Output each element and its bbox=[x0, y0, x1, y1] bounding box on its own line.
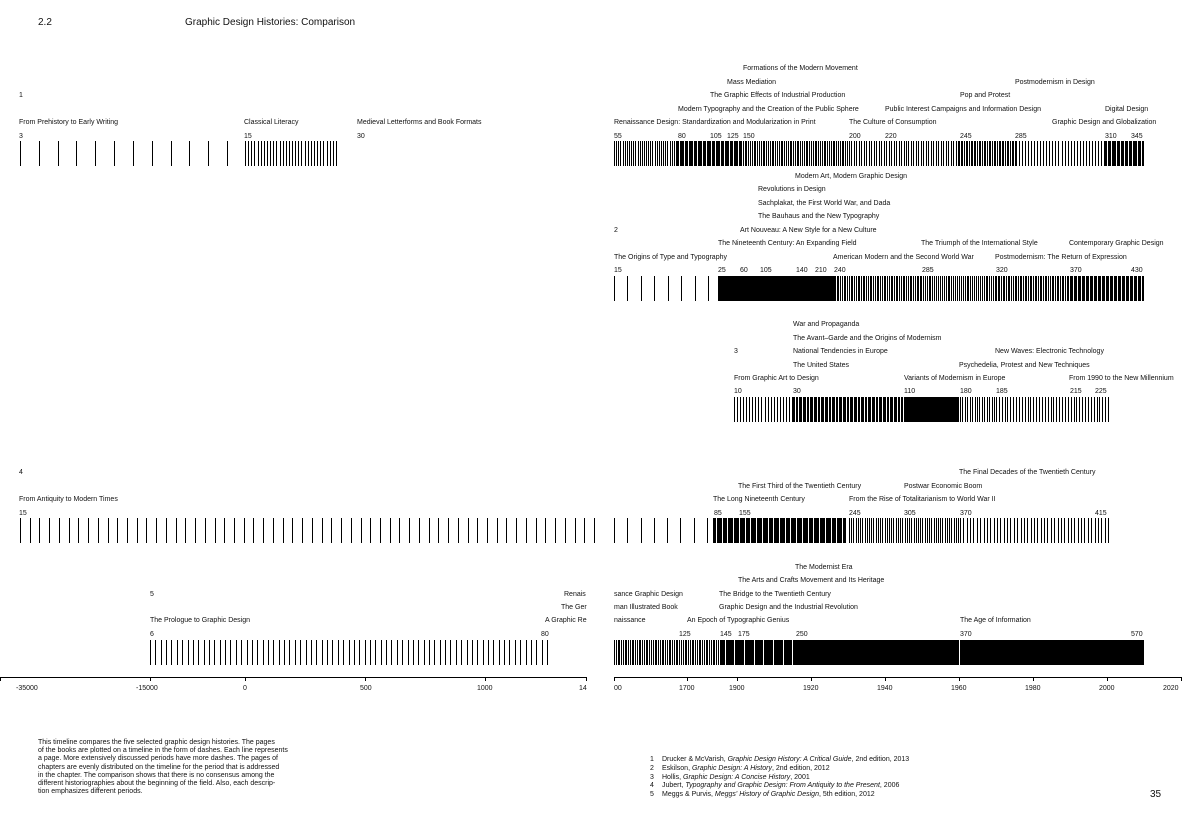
axis-tick-label: 1920 bbox=[803, 685, 819, 692]
caption bbox=[38, 739, 288, 796]
footnotes bbox=[650, 756, 909, 800]
page-number: 35 bbox=[1150, 789, 1162, 800]
chapter-label: Mass Mediation bbox=[727, 79, 777, 86]
page-label: 10 bbox=[734, 388, 742, 395]
chapter-label: From Antiquity to Modern Times bbox=[19, 496, 118, 503]
chapter-label: Renais bbox=[564, 591, 586, 598]
axis-tick-label: 2020 bbox=[1163, 685, 1179, 692]
section-number: 2.2 bbox=[38, 17, 52, 28]
page-label: 6 bbox=[150, 631, 154, 638]
axis-tick-label: -15000 bbox=[136, 685, 158, 692]
page-label: 305 bbox=[904, 510, 916, 517]
chapter-label: Formations of the Modern Movement bbox=[743, 65, 858, 72]
page-label: 370 bbox=[1070, 267, 1082, 274]
chapter-label: From 1990 to the New Millennium bbox=[1069, 375, 1174, 382]
page-label: 415 bbox=[1095, 510, 1107, 517]
page-label: 185 bbox=[996, 388, 1008, 395]
axis-tick-label: 00 bbox=[614, 685, 622, 692]
page-label: 570 bbox=[1131, 631, 1143, 638]
chapter-label: man Illustrated Book bbox=[614, 604, 678, 611]
chapter-label: Psychedelia, Protest and New Techniques bbox=[959, 362, 1090, 369]
chapter-label: The United States bbox=[793, 362, 850, 369]
page-label: 345 bbox=[1131, 133, 1143, 140]
chapter-label: Pop and Protest bbox=[960, 92, 1011, 99]
axis-tick-label: 500 bbox=[360, 685, 372, 692]
chapter-label: sance Graphic Design bbox=[614, 591, 683, 598]
chapter-label: The Bauhaus and the New Typography bbox=[758, 213, 880, 220]
chapter-label: The Prologue to Graphic Design bbox=[150, 617, 250, 624]
page-label: 15 bbox=[19, 510, 27, 517]
axis-tick-label: 1900 bbox=[729, 685, 745, 692]
chapter-label: Graphic Design and Globalization bbox=[1052, 119, 1157, 126]
caption-line: in the chapter. The comparison shows that there is no consensus among the bbox=[38, 771, 275, 779]
page-label: 285 bbox=[922, 267, 934, 274]
chapter-label: Classical Literacy bbox=[244, 119, 299, 126]
chapter-label: The Age of Information bbox=[960, 617, 1031, 624]
caption-line: tion emphasizes different periods. bbox=[38, 788, 143, 796]
page-label: 125 bbox=[679, 631, 691, 638]
caption-line: of the books are plotted on a timeline in the form of dashes. Each line represents bbox=[38, 747, 288, 755]
chapter-label: National Tendencies in Europe bbox=[793, 348, 888, 355]
chapter-label: New Waves: Electronic Technology bbox=[995, 348, 1104, 355]
footnote: 3 Hollis, Graphic Design: A Concise History, 2001 bbox=[650, 773, 810, 781]
chapter-label: The Origins of Type and Typography bbox=[614, 254, 727, 261]
page-label: 250 bbox=[796, 631, 808, 638]
caption-line: a page. More extensively discussed periods have more dashes. The pages of bbox=[38, 755, 278, 763]
chapter-label: Modern Typography and the Creation of the Public Sphere bbox=[678, 106, 859, 113]
page-label: 125 bbox=[727, 133, 739, 140]
footnote: 2 Eskilson, Graphic Design: A History, 2nd edition, 2012 bbox=[650, 764, 830, 772]
axis-tick-label: 1960 bbox=[951, 685, 967, 692]
chapter-label: The Long Nineteenth Century bbox=[713, 496, 805, 503]
footnote: 1 Drucker & McVarish, Graphic Design History: A Critical Guide, 2nd edition, 2013 bbox=[650, 756, 910, 763]
page-label: 320 bbox=[996, 267, 1008, 274]
chapter-label: From Graphic Art to Design bbox=[734, 375, 819, 382]
page-label: 55 bbox=[614, 133, 622, 140]
page-label: 15 bbox=[244, 133, 252, 140]
chapter-label: The Modernist Era bbox=[795, 564, 853, 571]
page-label: 30 bbox=[357, 133, 365, 140]
page-label: 245 bbox=[960, 133, 972, 140]
caption-line: This timeline compares the five selected graphic design histories. The pages bbox=[38, 739, 275, 746]
page-label: 140 bbox=[796, 267, 808, 274]
chapter-label: Public Interest Campaigns and Information Design bbox=[885, 106, 1042, 113]
book-number: 1 bbox=[19, 92, 23, 99]
page-label: 310 bbox=[1105, 133, 1117, 140]
axis-tick-label: -35000 bbox=[16, 685, 38, 692]
book-number: 2 bbox=[614, 227, 618, 234]
caption-line: different historiographies about the beginning of the field. Also, each descrip- bbox=[38, 780, 276, 788]
chapter-label: The Ger bbox=[561, 604, 587, 611]
footnote: 5 Meggs & Purvis, Meggs' History of Graphic Design, 5th edition, 2012 bbox=[650, 791, 875, 799]
axis-tick-label: 14 bbox=[579, 685, 587, 692]
chapter-label: naissance bbox=[614, 617, 646, 624]
chapter-label: The Avant–Garde and the Origins of Modernism bbox=[793, 335, 942, 342]
chapter-label: Postwar Economic Boom bbox=[904, 483, 983, 490]
chapter-label: Variants of Modernism in Europe bbox=[904, 375, 1006, 382]
page-label: 200 bbox=[849, 133, 861, 140]
chapter-label: From Prehistory to Early Writing bbox=[19, 119, 119, 126]
footnote: 4 Jubert, Typography and Graphic Design: From Antiquity to the Present, 2006 bbox=[650, 782, 900, 790]
chapter-label: Graphic Design and the Industrial Revolution bbox=[719, 604, 858, 611]
axis-tick-label: 2000 bbox=[1099, 685, 1115, 692]
page-label: 430 bbox=[1131, 267, 1143, 274]
caption-line: chapters are evenly distributed on the timeline for the period that is addressed bbox=[38, 763, 280, 771]
page-title: Graphic Design Histories: Comparison bbox=[185, 17, 356, 28]
chapter-label: American Modern and the Second World War bbox=[833, 254, 974, 261]
chapter-label: Art Nouveau: A New Style for a New Culture bbox=[740, 227, 877, 234]
book-number: 3 bbox=[734, 348, 738, 355]
page-label: 110 bbox=[904, 388, 916, 395]
page-label: 145 bbox=[720, 631, 732, 638]
chapter-label: Postmodernism: The Return of Expression bbox=[995, 254, 1127, 261]
chapter-label: From the Rise of Totalitarianism to World War II bbox=[849, 496, 996, 503]
chapter-label: War and Propaganda bbox=[793, 321, 860, 328]
page-label: 80 bbox=[678, 133, 686, 140]
chapter-label: The Final Decades of the Twentieth Century bbox=[959, 469, 1096, 476]
page-label: 240 bbox=[834, 267, 846, 274]
page-label: 215 bbox=[1070, 388, 1082, 395]
chapter-label: Postmodernism in Design bbox=[1015, 79, 1095, 86]
chapter-label: Revolutions in Design bbox=[758, 186, 826, 193]
chapter-label: The Graphic Effects of Industrial Production bbox=[710, 92, 846, 99]
page-label: 80 bbox=[541, 631, 549, 638]
chapter-label: The Bridge to the Twentieth Century bbox=[719, 591, 831, 598]
page-label: 3 bbox=[19, 133, 23, 140]
chapter-label: Medieval Letterforms and Book Formats bbox=[357, 119, 482, 126]
axis-tick-label: 1980 bbox=[1025, 685, 1041, 692]
book-number: 4 bbox=[19, 469, 23, 476]
axis-tick-label: 0 bbox=[243, 685, 247, 692]
page-label: 245 bbox=[849, 510, 861, 517]
page-label: 25 bbox=[718, 267, 726, 274]
chapter-label: An Epoch of Typographic Genius bbox=[687, 617, 790, 624]
chapter-label: The First Third of the Twentieth Century bbox=[738, 483, 862, 490]
page-label: 105 bbox=[710, 133, 722, 140]
page-label: 370 bbox=[960, 631, 972, 638]
page-label: 285 bbox=[1015, 133, 1027, 140]
page-label: 370 bbox=[960, 510, 972, 517]
chapter-label: Sachplakat, the First World War, and Dada bbox=[758, 200, 891, 207]
book-number: 5 bbox=[150, 591, 154, 598]
page-label: 105 bbox=[760, 267, 772, 274]
page-label: 175 bbox=[738, 631, 750, 638]
axis-tick-label: 1000 bbox=[477, 685, 493, 692]
page-label: 225 bbox=[1095, 388, 1107, 395]
chapter-label: The Triumph of the International Style bbox=[921, 240, 1038, 247]
chapter-label: The Culture of Consumption bbox=[849, 119, 937, 126]
chapter-label: Digital Design bbox=[1105, 106, 1149, 113]
page-label: 210 bbox=[815, 267, 827, 274]
chapter-label: A Graphic Re bbox=[545, 617, 587, 624]
axis-tick-label: 1940 bbox=[877, 685, 893, 692]
page-label: 180 bbox=[960, 388, 972, 395]
chapter-label: The Nineteenth Century: An Expanding Field bbox=[718, 240, 857, 247]
page-label: 150 bbox=[743, 133, 755, 140]
page-label: 60 bbox=[740, 267, 748, 274]
page-label: 155 bbox=[739, 510, 751, 517]
page-label: 15 bbox=[614, 267, 622, 274]
chapter-label: Contemporary Graphic Design bbox=[1069, 240, 1164, 247]
page-label: 220 bbox=[885, 133, 897, 140]
page-label: 30 bbox=[793, 388, 801, 395]
axis-tick-label: 1700 bbox=[679, 685, 695, 692]
chapter-label: Renaissance Design: Standardization and Modularization in Print bbox=[614, 119, 816, 126]
page-label: 85 bbox=[714, 510, 722, 517]
chapter-label: Modern Art, Modern Graphic Design bbox=[795, 173, 908, 180]
chapter-label: The Arts and Crafts Movement and Its Heritage bbox=[738, 577, 885, 584]
